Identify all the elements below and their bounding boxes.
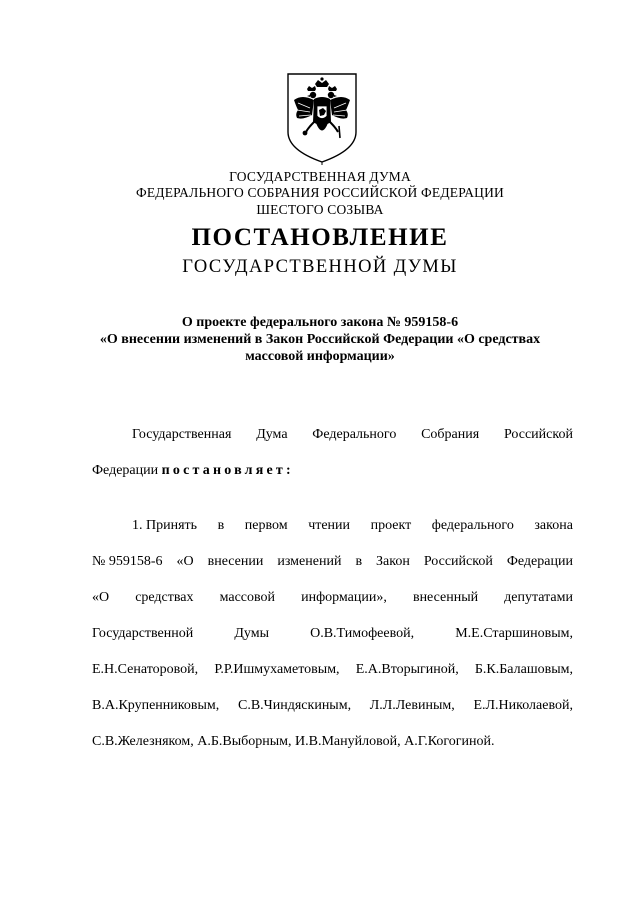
issuer-line-2: ФЕДЕРАЛЬНОГО СОБРАНИЯ РОССИЙСКОЙ ФЕДЕРАЦИИ: [136, 185, 504, 200]
word: в: [217, 518, 225, 533]
preamble-line-1: [132, 426, 573, 444]
word: «О: [176, 554, 194, 569]
preamble-line-2: [92, 462, 294, 480]
word: Российской: [503, 427, 573, 442]
word: «О: [92, 590, 110, 605]
issuer-line-1: ГОСУДАРСТВЕННАЯ ДУМА: [229, 169, 411, 184]
word: внесенный: [412, 590, 479, 605]
subject-line-3: массовой информации»: [245, 349, 395, 364]
word: Российской: [423, 554, 493, 569]
word: Е.А.Вторыгиной,: [355, 662, 459, 677]
item1-line-6: [92, 697, 573, 715]
item1-line-3: [92, 589, 573, 607]
item1-line-4: [92, 625, 573, 643]
word: Федерации: [506, 554, 573, 569]
subject-line-1: О проекте федерального закона № 959158-6: [181, 315, 459, 330]
word: Государственная: [132, 427, 232, 442]
word: средствах: [135, 590, 194, 605]
word: Р.Р.Ишмухаметовым,: [214, 662, 340, 677]
item1-line-2: [92, 553, 573, 571]
word: Е.Н.Сенаторовой,: [92, 662, 199, 677]
word: 1. Принять: [132, 518, 198, 533]
item1-line-7: С.В.Железняком, А.Б.Выборным, И.В.Мануйловой, А.Г.Когогиной.: [92, 734, 495, 749]
document-title: ПОСТАНОВЛЕНИЕ: [191, 224, 449, 251]
word: Дума: [256, 427, 288, 442]
item1-line-1: [132, 517, 573, 535]
word: федерального: [431, 518, 514, 533]
word: № 959158-6: [92, 554, 163, 569]
word: в: [355, 554, 363, 569]
word: изменений: [277, 554, 342, 569]
word: проект: [370, 518, 412, 533]
word: Л.Л.Левиным,: [369, 698, 455, 713]
subject-line-2: «О внесении изменений в Закон Российской Федерации «О средствах: [99, 332, 541, 347]
word: чтении: [308, 518, 351, 533]
word: О.В.Тимофеевой,: [310, 626, 415, 641]
word: внесении: [207, 554, 264, 569]
word: массовой: [219, 590, 276, 605]
preamble-line-2-text: Федерации: [92, 463, 159, 478]
word: Закон: [376, 554, 410, 569]
word: первом: [244, 518, 288, 533]
word: Б.К.Балашовым,: [474, 662, 573, 677]
issuer-line-3: ШЕСТОГО СОЗЫВА: [256, 202, 384, 217]
decree-word: постановляет:: [161, 463, 294, 478]
word: Государственной: [92, 626, 194, 641]
document-subject: [80, 314, 560, 365]
word: депутатами: [504, 590, 573, 605]
word: закона: [534, 518, 573, 533]
coat-of-arms-emblem: [284, 70, 360, 166]
word: Собрания: [421, 427, 480, 442]
word: Федерального: [312, 427, 397, 442]
word: В.А.Крупенниковым,: [92, 698, 220, 713]
word: М.Е.Старшиновым,: [455, 626, 573, 641]
word: С.В.Чиндяскиным,: [237, 698, 352, 713]
word: информации»,: [301, 590, 387, 605]
item1-line-5: [92, 661, 573, 679]
word: Е.Л.Николаевой,: [473, 698, 573, 713]
word: Думы: [234, 626, 269, 641]
document-subtitle: ГОСУДАРСТВЕННОЙ ДУМЫ: [182, 257, 458, 277]
